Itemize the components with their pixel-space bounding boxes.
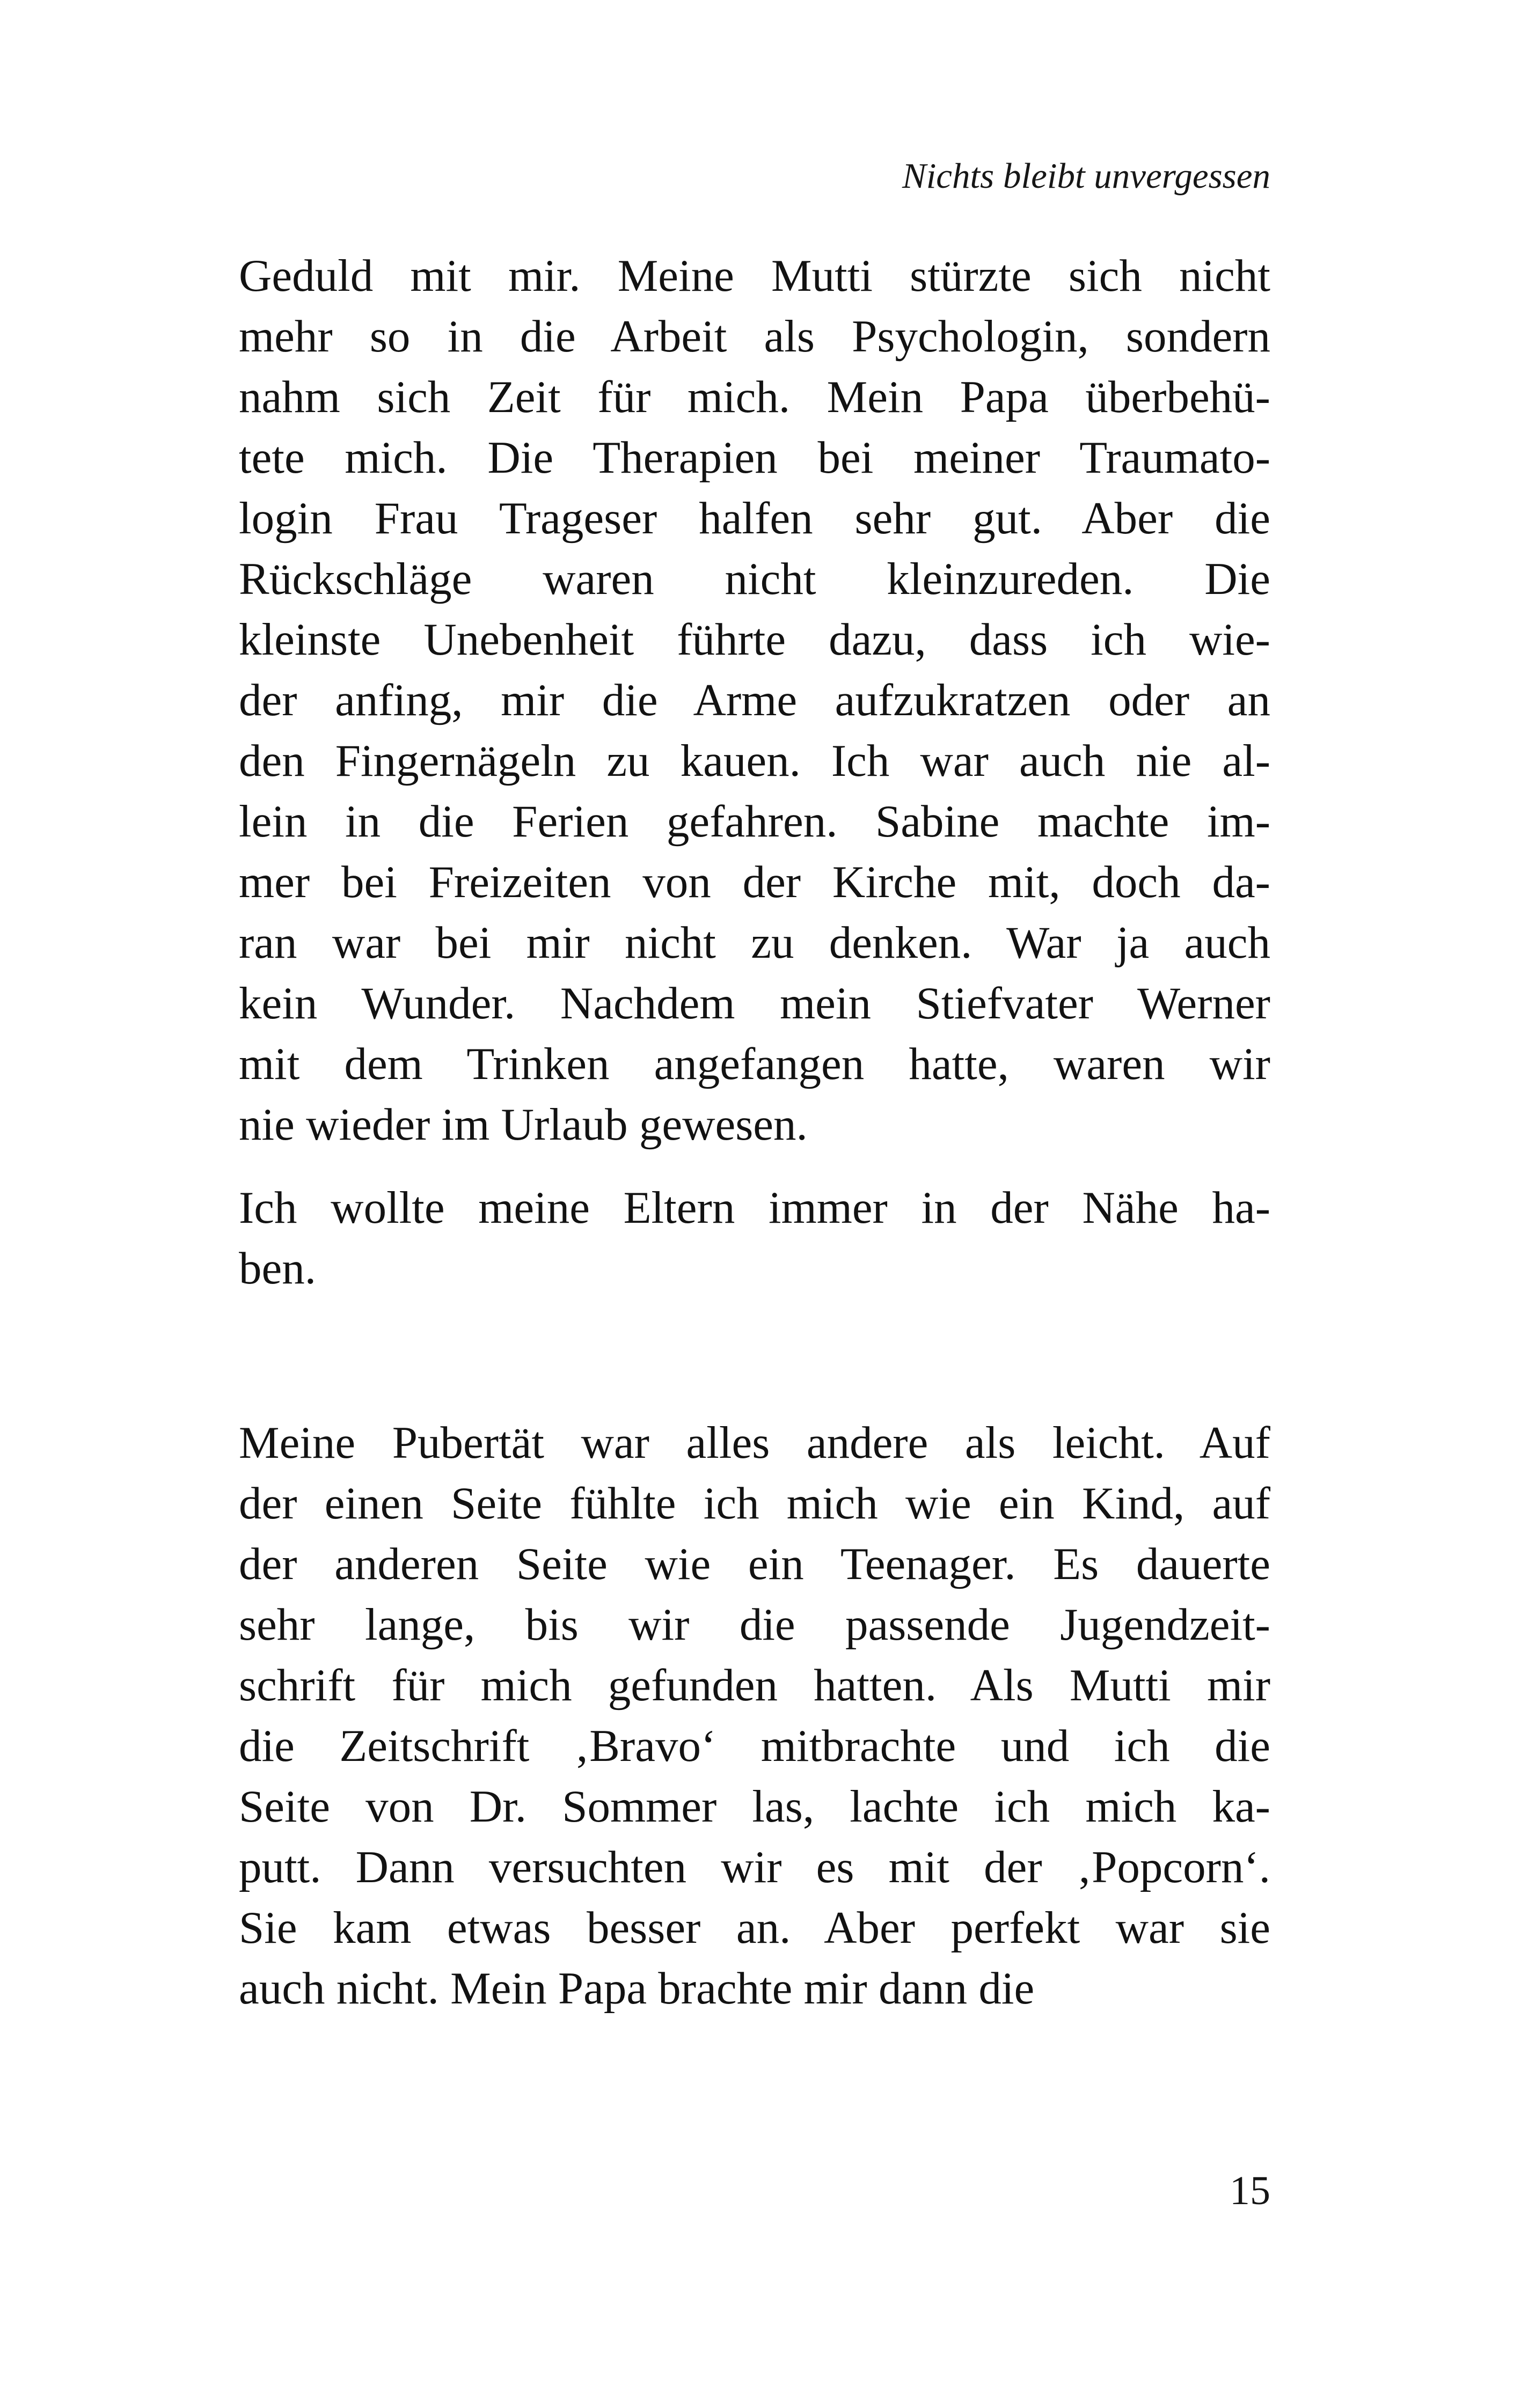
paragraph [239, 1413, 1270, 2019]
text-block [239, 246, 1270, 2042]
page-number: 15 [1230, 2168, 1270, 2213]
text-line: nahm sich Zeit für mich. Mein Papa überbehü- [239, 372, 1270, 422]
text-line: der einen Seite fühlte ich mich wie ein Kind, auf [239, 1478, 1270, 1529]
text-line: schrift für mich gefunden hatten. Als Mutti mir [239, 1660, 1270, 1710]
running-head: Nichts bleibt unvergessen [902, 156, 1270, 196]
text-line: sehr lange, bis wir die passende Jugendzeit- [239, 1599, 1270, 1650]
text-line: der anfing, mir die Arme aufzukratzen oder an [239, 675, 1270, 725]
text-line: mit dem Trinken angefangen hatte, waren wir [239, 1039, 1270, 1089]
text-line: login Frau Trageser halfen sehr gut. Aber die [239, 493, 1270, 544]
text-line: auch nicht. Mein Papa brachte mir dann die [239, 1963, 1035, 2014]
text-line: den Fingernägeln zu kauen. Ich war auch nie al- [239, 736, 1270, 786]
text-line: die Zeitschrift ‚Bravo‘ mitbrachte und ich die [239, 1721, 1270, 1771]
text-line: mehr so in die Arbeit als Psychologin, sondern [239, 311, 1270, 362]
text-line: kleinste Unebenheit führte dazu, dass ich wie- [239, 614, 1270, 665]
text-line: nie wieder im Urlaub gewesen. [239, 1099, 808, 1150]
text-line: tete mich. Die Therapien bei meiner Traumato- [239, 432, 1270, 483]
text-line: Sie kam etwas besser an. Aber perfekt war sie [239, 1903, 1270, 1953]
text-line: mer bei Freizeiten von der Kirche mit, doch da- [239, 857, 1270, 907]
text-line: lein in die Ferien gefahren. Sabine machte im- [239, 796, 1270, 847]
text-line: ran war bei mir nicht zu denken. War ja auch [239, 917, 1270, 968]
text-line: putt. Dann versuchten wir es mit der ‚Popcorn‘. [239, 1842, 1270, 1892]
paragraph [239, 1178, 1270, 1299]
text-line: ben. [239, 1243, 316, 1294]
paragraph [239, 246, 1270, 1155]
text-line: Rückschläge waren nicht kleinzureden. Die [239, 554, 1270, 604]
text-line: Ich wollte meine Eltern immer in der Nähe ha- [239, 1183, 1270, 1233]
text-line: der anderen Seite wie ein Teenager. Es dauerte [239, 1539, 1270, 1589]
text-line: Seite von Dr. Sommer las, lachte ich mich ka- [239, 1781, 1270, 1832]
text-line: kein Wunder. Nachdem mein Stiefvater Werner [239, 978, 1270, 1029]
text-line: Meine Pubertät war alles andere als leicht. Auf [239, 1418, 1270, 1468]
text-line: Geduld mit mir. Meine Mutti stürzte sich nicht [239, 251, 1270, 301]
